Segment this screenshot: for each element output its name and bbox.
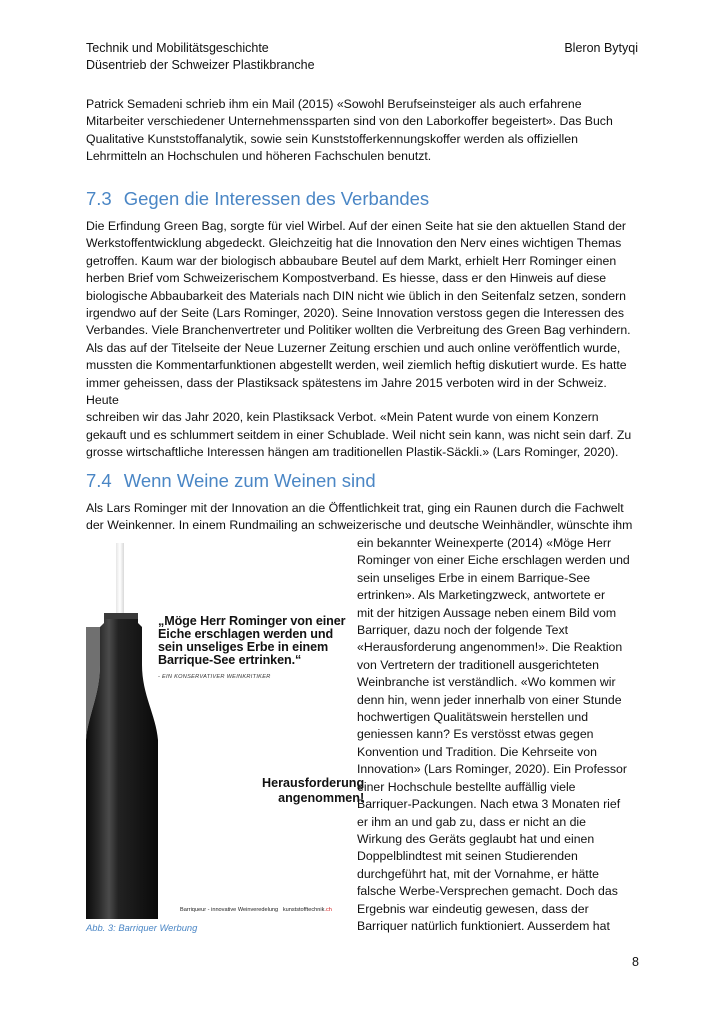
text-line: Barriquer natürlich funktioniert. Ausserdem hat <box>357 918 610 933</box>
text-line: Werkstoffentwicklung abgedeckt. Gleichzeitig hat die Innovation den Nerv eines wichtigen Themas <box>86 236 622 251</box>
footer-brand: Barriqueur - innovative Weinveredelung <box>180 907 279 913</box>
paragraph-wine-column <box>357 535 640 935</box>
text-line: mussten die Kommentarfunktionen abgestellt werden, weil ziemlich heftig diskutiert wurde. Es hatte <box>86 358 627 373</box>
text-line: durchgeführt hat, mit der Vornahme, er hätte <box>357 866 599 881</box>
text-line: Lehrmitteln an Hochschulen und höheren Fachschulen benutzt. <box>86 149 432 164</box>
text-line: Als das auf der Titelseite der Neue Luzerner Zeitung erschien und auch online veröffentlich wurde, <box>86 340 621 355</box>
barriquer-advert-figure <box>86 535 365 919</box>
text-line: immer geheissen, dass der Plastiksack spätestens im Jahre 2015 verboten wird in der Schweiz. Heute <box>86 375 607 408</box>
text-line: von Vertretern der traditionell ausgerichteten <box>357 657 599 672</box>
text-line: ertrinken». Als Marketingzweck, antwortete er <box>357 588 606 603</box>
text-line: herben Brief vom Schweizerischem Kompostverband. Es hiesse, dass er den Hinweis auf diese <box>86 271 607 286</box>
text-line: Qualitative Kunststoffanalytik, sowie sein Kunststofferkennungskoffer werden als offiziellen <box>86 131 578 146</box>
text-line: schreiben wir das Jahr 2020, kein Plastiksack Verbot. «Mein Patent wurde von einem Konzern <box>86 410 599 425</box>
paragraph-semadeni <box>86 96 640 166</box>
text-line: mit der hitzigen Aussage neben einem Bild vom <box>357 605 617 620</box>
header-course-title: Technik und Mobilitätsgeschichte <box>86 41 269 55</box>
section-number: 7.4 <box>86 470 112 491</box>
paragraph-wine-intro <box>86 500 640 535</box>
text-line: sein unseliges Erbe in einem Barrique-See <box>357 570 591 585</box>
text-line: denn hin, wenn jeder innerhalb von einer Stunde <box>357 692 622 707</box>
text-line: geniessen kann? Es verstösst etwas gegen <box>357 727 594 742</box>
paragraph-green-bag <box>86 218 640 462</box>
header-author: Bleron Bytyqi <box>564 41 638 55</box>
quote-line: Barrique-See ertrinken.“ <box>158 653 302 667</box>
page-number: 8 <box>632 955 639 969</box>
text-line: Barriquer, dazu noch der folgende Text <box>357 623 569 638</box>
advert-slogan <box>262 776 364 806</box>
text-line: Rominger von einer Eiche erschlagen werden und <box>357 553 630 568</box>
quote-line: sein unseliges Erbe in einem <box>158 640 329 654</box>
quote-line: Eiche erschlagen werden und <box>158 627 334 641</box>
slogan-line: angenommen! <box>278 791 365 805</box>
text-line: Doppelblindtest mit seinen Studierenden <box>357 849 578 864</box>
advert-footer <box>180 907 332 913</box>
text-line: der Weinkenner. In einem Rundmailing an schweizerische und deutsche Weinhändler, wünschte ihm <box>86 518 633 533</box>
text-line: getroffen. Kaum war der biologisch abbaubare Beutel auf dem Markt, erhielt Herr Rominger einen <box>86 253 617 268</box>
footer-website: kunststofftechnik <box>282 907 325 913</box>
section-heading-7-3 <box>86 188 429 210</box>
section-number: 7.3 <box>86 188 112 209</box>
text-line: er ihm an und gab zu, dass er nicht an die <box>357 814 586 829</box>
wine-bottle-illustration <box>86 535 348 919</box>
text-line: irgendwo auf der Seite (Lars Rominger, 2020). Seine Innovation verstoss gegen die Interessen des <box>86 306 624 321</box>
text-line: gekauft und es schlummert seitdem in einer Schublade. Weil nicht sein kann, was nicht sein darf. Zu <box>86 427 632 442</box>
quote-attribution: - EIN KONSERVATIVER WEINKRITIKER <box>158 674 271 680</box>
text-line: Die Erfindung Green Bag, sorgte für viel Wirbel. Auf der einen Seite hat sie den aktuellen Stand der <box>86 219 627 233</box>
text-line: ein bekannter Weinexperte (2014) «Möge Herr <box>357 536 612 550</box>
advert-quote <box>158 615 344 667</box>
text-line: falsche Werbe-Versprechen gemacht. Doch das <box>357 884 618 899</box>
text-line: grosse wirtschaftliche Interessen hängen am traditionellen Plastik-Säckli.» (Lars Rominger, 2020). <box>86 445 619 460</box>
text-line: Verbandes. Viele Branchenvertreter und Politiker wollten die Verbreitung des Green Bag verhindern. <box>86 323 631 338</box>
text-line: «Herausforderung angenommen!». Die Reaktion <box>357 640 623 655</box>
text-line: einer Hochschule bestellte auffällig viele <box>357 779 576 794</box>
section-title: Gegen die Interessen des Verbandes <box>123 188 430 209</box>
text-line: Konvention und Tradition. Die Kehrseite von <box>357 744 597 759</box>
figure-caption: Abb. 3: Barriquer Werbung <box>86 922 198 933</box>
text-line: Barriquer-Packungen. Nach etwa 3 Monaten rief <box>357 797 621 812</box>
slogan-line: Herausforderung <box>262 776 365 790</box>
text-line: Wirkung des Geräts geglaubt hat und einen <box>357 831 595 846</box>
section-heading-7-4 <box>86 470 376 492</box>
text-line: biologische Abbaubarkeit des Materials nach DIN nicht wie üblich in den Seitenfalz setzen, sondern <box>86 288 627 303</box>
footer-website-tld: .ch <box>324 907 332 913</box>
text-line: Als Lars Rominger mit der Innovation an die Öffentlichkeit trat, ging ein Raunen durch die Fachwelt <box>86 501 624 515</box>
section-title: Wenn Weine zum Weinen sind <box>123 470 376 491</box>
text-line: hochwertigen Qualitätswein herstellen und <box>357 710 589 725</box>
quote-line: „Möge Herr Rominger von einer <box>158 614 346 628</box>
text-line: Mitarbeiter verschiedener Unternehmenssparten sind von den Laborkoffer begeistert». Das Buch <box>86 114 613 129</box>
text-line: Ergebnis war eindeutig gewesen, dass der <box>357 901 589 916</box>
header-paper-title: Düsentrieb der Schweizer Plastikbranche <box>86 58 315 72</box>
text-line: Weinbranche ist verständlich. «Wo kommen wir <box>357 675 616 690</box>
running-header-left <box>86 40 315 74</box>
text-line: Innovation» (Lars Rominger, 2020). Ein Professor <box>357 762 627 777</box>
text-line: Patrick Semadeni schrieb ihm ein Mail (2015) «Sowohl Berufseinsteiger als auch erfahrene <box>86 97 582 111</box>
